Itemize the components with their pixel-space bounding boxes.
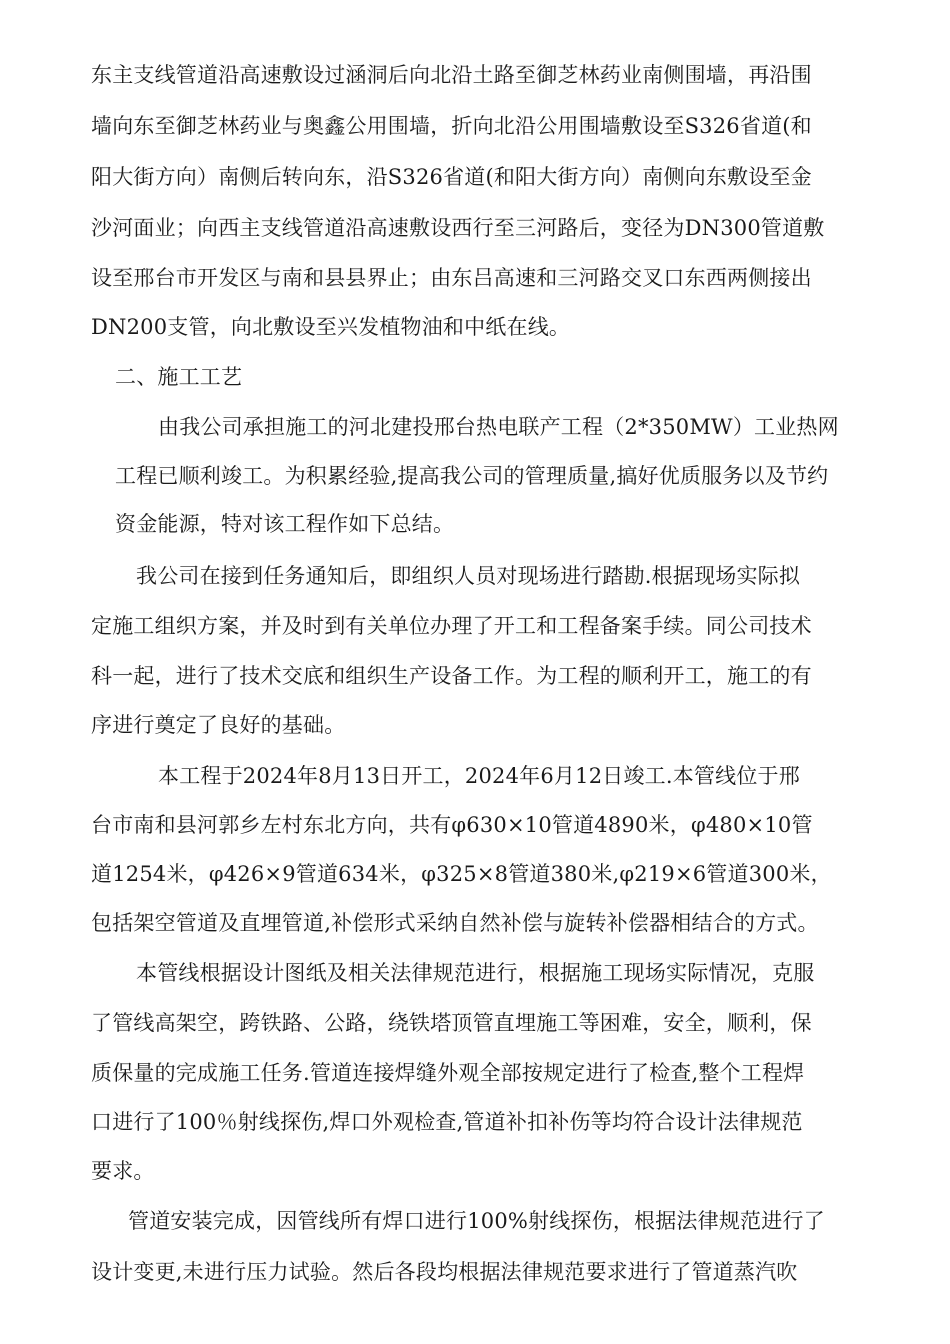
text-line: 本工程于2024年8月13日开工，2024年6月12日竣工.本管线位于邢 [158,764,800,788]
text-line: 资金能源，特对该工程作如下总结。 [115,512,455,536]
text-line: 了管线高架空，跨铁路、公路，绕铁塔顶管直埋施工等困难，安全，顺利，保 [91,1011,812,1035]
text-line: 定施工组织方案，并及时到有关单位办理了开工和工程备案手续。同公司技术 [91,614,812,638]
text-line: 东主支线管道沿高速敷设过涵洞后向北沿土路至御芝林药业南侧围墙，再沿围 [91,63,812,87]
text-line: 台市南和县河郭乡左村东北方向，共有φ630×10管道4890米，φ480×10管 [91,813,813,837]
text-line: 阳大街方向）南侧后转向东，沿S326省道(和阳大街方向）南侧向东敷设至金 [91,165,812,189]
text-line: 口进行了100％射线探伤,焊口外观检查,管道补扣补伤等均符合设计法律规范 [91,1110,803,1134]
text-line: 本管线根据设计图纸及相关法律规范进行，根据施工现场实际情况，克服 [136,961,815,985]
text-line: 科一起，进行了技术交底和组织生产设备工作。为工程的顺利开工，施工的有 [91,664,812,688]
text-line: 序进行奠定了良好的基础。 [91,713,346,737]
text-line: 道1254米，φ426×9管道634米，φ325×8管道380米,φ219×6管道300米， [91,862,832,886]
text-line: 我公司在接到任务通知后，即组织人员对现场进行踏勘.根据现场实际拟 [136,564,801,588]
text-line: 要求。 [91,1159,155,1183]
text-line: 墙向东至御芝林药业与奥鑫公用围墙，折向北沿公用围墙敷设至S326省道(和 [91,114,812,138]
text-line: 质保量的完成施工任务.管道连接焊缝外观全部按规定进行了检查,整个工程焊 [91,1061,805,1085]
text-line: 管道安装完成，因管线所有焊口进行100%射线探伤，根据法律规范进行了 [128,1209,825,1233]
text-line: 包括架空管道及直埋管道,补偿形式采纳自然补偿与旋转补偿器相结合的方式。 [91,911,819,935]
section-heading: 二、施工工艺 [115,365,243,389]
text-line: 工程已顺利竣工。为积累经验,提高我公司的管理质量,搞好优质服务以及节约 [115,464,829,488]
text-line: 沙河面业；向西主支线管道沿高速敷设西行至三河路后，变径为DN300管道敷 [91,216,825,240]
text-line: DN200支管，向北敷设至兴发植物油和中纸在线。 [91,315,571,339]
text-line: 由我公司承担施工的河北建投邢台热电联产工程（2*350MW）工业热网 [158,415,839,439]
text-line: 设至邢台市开发区与南和县县界止；由东吕高速和三河路交叉口东西两侧接出 [91,266,812,290]
text-line: 设计变更,未进行压力试验。然后各段均根据法律规范要求进行了管道蒸汽吹 [91,1260,798,1284]
